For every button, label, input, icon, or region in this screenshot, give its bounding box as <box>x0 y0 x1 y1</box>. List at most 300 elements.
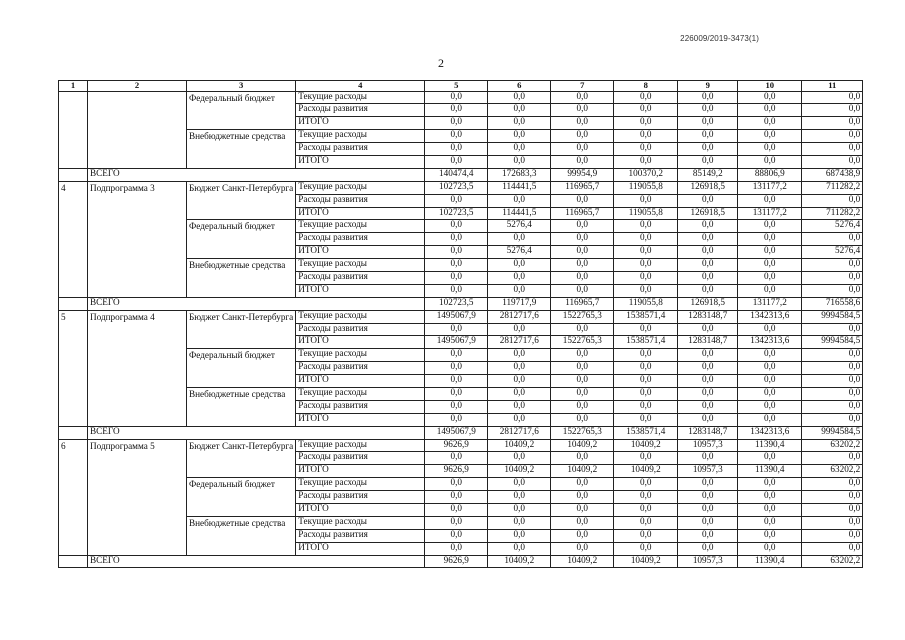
value-cell: 0,0 <box>802 284 863 297</box>
value-cell: 0,0 <box>551 259 614 272</box>
value-cell: 0,0 <box>551 284 614 297</box>
total-value: 116965,7 <box>551 297 614 310</box>
value-cell: 0,0 <box>551 362 614 375</box>
value-cell: 0,0 <box>738 155 802 168</box>
value-cell: 10409,2 <box>551 465 614 478</box>
total-row <box>59 555 863 568</box>
value-cell: 0,0 <box>614 143 678 156</box>
value-cell: 0,0 <box>802 91 863 104</box>
value-cell: 114441,5 <box>488 181 551 194</box>
total-row <box>59 168 863 181</box>
value-cell: 0,0 <box>614 155 678 168</box>
value-cell: 0,0 <box>551 233 614 246</box>
expense-type: Текущие расходы <box>296 478 425 491</box>
expense-type: Текущие расходы <box>296 130 425 143</box>
value-cell: 119055,8 <box>614 207 678 220</box>
budget-table <box>58 80 863 568</box>
value-cell: 0,0 <box>802 478 863 491</box>
value-cell: 10409,2 <box>551 439 614 452</box>
subprogram-name: Подпрограмма 3 <box>88 181 187 297</box>
value-cell: 0,0 <box>802 233 863 246</box>
value-cell: 116965,7 <box>551 181 614 194</box>
value-cell: 0,0 <box>425 491 488 504</box>
value-cell: 0,0 <box>551 400 614 413</box>
value-cell: 0,0 <box>551 220 614 233</box>
value-cell: 0,0 <box>614 542 678 555</box>
value-cell: 0,0 <box>678 413 738 426</box>
value-cell: 0,0 <box>425 246 488 259</box>
value-cell: 0,0 <box>802 542 863 555</box>
value-cell: 0,0 <box>678 504 738 517</box>
expense-type: Текущие расходы <box>296 220 425 233</box>
value-cell: 0,0 <box>738 516 802 529</box>
value-cell: 1522765,3 <box>551 336 614 349</box>
total-label: ВСЕГО <box>88 297 425 310</box>
value-cell: 1342313,6 <box>738 336 802 349</box>
expense-type: ИТОГО <box>296 246 425 259</box>
expense-type: Расходы развития <box>296 323 425 336</box>
value-cell: 0,0 <box>425 271 488 284</box>
value-cell: 0,0 <box>802 117 863 130</box>
value-cell: 0,0 <box>678 529 738 542</box>
value-cell: 5276,4 <box>802 220 863 233</box>
value-cell: 0,0 <box>488 529 551 542</box>
value-cell: 2812717,6 <box>488 336 551 349</box>
document-id: 226009/2019-3473(1) <box>680 34 759 43</box>
expense-type: Текущие расходы <box>296 181 425 194</box>
value-cell: 0,0 <box>738 271 802 284</box>
value-cell: 0,0 <box>802 130 863 143</box>
value-cell: 0,0 <box>488 349 551 362</box>
value-cell: 9626,9 <box>425 465 488 478</box>
value-cell: 0,0 <box>678 246 738 259</box>
value-cell: 0,0 <box>425 194 488 207</box>
value-cell: 0,0 <box>425 452 488 465</box>
value-cell: 126918,5 <box>678 181 738 194</box>
value-cell: 0,0 <box>551 413 614 426</box>
expense-type: ИТОГО <box>296 155 425 168</box>
total-label: ВСЕГО <box>88 555 425 568</box>
total-value: 172683,3 <box>488 168 551 181</box>
value-cell: 0,0 <box>551 375 614 388</box>
value-cell: 0,0 <box>678 220 738 233</box>
value-cell: 0,0 <box>678 516 738 529</box>
expense-type: ИТОГО <box>296 413 425 426</box>
total-row <box>59 297 863 310</box>
value-cell: 0,0 <box>802 504 863 517</box>
value-cell: 0,0 <box>551 452 614 465</box>
value-cell: 0,0 <box>738 117 802 130</box>
value-cell: 63202,2 <box>802 465 863 478</box>
value-cell: 0,0 <box>614 233 678 246</box>
value-cell: 0,0 <box>738 104 802 117</box>
value-cell: 131177,2 <box>738 181 802 194</box>
expense-type: Расходы развития <box>296 143 425 156</box>
value-cell: 1538571,4 <box>614 336 678 349</box>
value-cell: 0,0 <box>614 284 678 297</box>
value-cell: 0,0 <box>738 400 802 413</box>
value-cell: 5276,4 <box>488 246 551 259</box>
value-cell: 0,0 <box>678 104 738 117</box>
row-number: 4 <box>59 181 88 297</box>
value-cell: 0,0 <box>738 130 802 143</box>
expense-type: Расходы развития <box>296 104 425 117</box>
value-cell: 711282,2 <box>802 207 863 220</box>
value-cell: 0,0 <box>425 259 488 272</box>
value-cell: 0,0 <box>738 491 802 504</box>
value-cell: 0,0 <box>614 413 678 426</box>
funding-source: Федеральный бюджет <box>187 349 296 388</box>
value-cell: 0,0 <box>551 246 614 259</box>
expense-type: ИТОГО <box>296 117 425 130</box>
value-cell: 0,0 <box>425 387 488 400</box>
value-cell: 0,0 <box>678 542 738 555</box>
value-cell: 0,0 <box>425 143 488 156</box>
value-cell: 63202,2 <box>802 439 863 452</box>
value-cell: 0,0 <box>614 104 678 117</box>
total-row <box>59 426 863 439</box>
value-cell: 0,0 <box>551 491 614 504</box>
table-row <box>59 91 863 104</box>
value-cell: 0,0 <box>802 491 863 504</box>
column-header: 9 <box>678 81 738 92</box>
total-value: 1538571,4 <box>614 426 678 439</box>
value-cell: 0,0 <box>678 284 738 297</box>
value-cell: 1538571,4 <box>614 310 678 323</box>
value-cell: 0,0 <box>425 516 488 529</box>
value-cell: 0,0 <box>551 323 614 336</box>
value-cell: 0,0 <box>678 155 738 168</box>
total-value: 1522765,3 <box>551 426 614 439</box>
expense-type: Расходы развития <box>296 400 425 413</box>
value-cell: 9626,9 <box>425 439 488 452</box>
value-cell: 5276,4 <box>802 246 863 259</box>
empty-cell <box>59 168 88 181</box>
value-cell: 0,0 <box>425 233 488 246</box>
value-cell: 116965,7 <box>551 207 614 220</box>
value-cell: 0,0 <box>488 516 551 529</box>
value-cell: 9994584,5 <box>802 310 863 323</box>
funding-source: Федеральный бюджет <box>187 220 296 259</box>
funding-source: Бюджет Санкт-Петербурга <box>187 181 296 220</box>
value-cell: 0,0 <box>614 529 678 542</box>
expense-type: Текущие расходы <box>296 91 425 104</box>
column-header: 10 <box>738 81 802 92</box>
value-cell: 0,0 <box>425 413 488 426</box>
total-value: 102723,5 <box>425 297 488 310</box>
value-cell: 0,0 <box>551 542 614 555</box>
value-cell: 0,0 <box>425 323 488 336</box>
value-cell: 0,0 <box>802 516 863 529</box>
value-cell: 0,0 <box>802 155 863 168</box>
value-cell: 0,0 <box>678 143 738 156</box>
expense-type: ИТОГО <box>296 336 425 349</box>
column-header: 3 <box>187 81 296 92</box>
total-value: 716558,6 <box>802 297 863 310</box>
value-cell: 0,0 <box>425 400 488 413</box>
value-cell: 0,0 <box>488 491 551 504</box>
value-cell: 0,0 <box>488 130 551 143</box>
value-cell: 0,0 <box>488 117 551 130</box>
expense-type: ИТОГО <box>296 465 425 478</box>
value-cell: 2812717,6 <box>488 310 551 323</box>
value-cell: 0,0 <box>738 323 802 336</box>
total-value: 687438,9 <box>802 168 863 181</box>
expense-type: Расходы развития <box>296 271 425 284</box>
value-cell: 0,0 <box>802 349 863 362</box>
value-cell: 0,0 <box>614 452 678 465</box>
value-cell: 0,0 <box>802 323 863 336</box>
value-cell: 0,0 <box>802 375 863 388</box>
empty-cell <box>59 555 88 568</box>
value-cell: 0,0 <box>425 91 488 104</box>
value-cell: 1342313,6 <box>738 310 802 323</box>
expense-type: Текущие расходы <box>296 387 425 400</box>
value-cell: 131177,2 <box>738 207 802 220</box>
funding-source: Федеральный бюджет <box>187 478 296 517</box>
value-cell: 0,0 <box>738 413 802 426</box>
column-header: 1 <box>59 81 88 92</box>
expense-type: ИТОГО <box>296 284 425 297</box>
value-cell: 0,0 <box>614 362 678 375</box>
total-value: 100370,2 <box>614 168 678 181</box>
expense-type: Текущие расходы <box>296 439 425 452</box>
value-cell: 0,0 <box>488 478 551 491</box>
total-value: 10409,2 <box>551 555 614 568</box>
value-cell: 0,0 <box>425 542 488 555</box>
value-cell: 0,0 <box>678 491 738 504</box>
value-cell: 0,0 <box>738 259 802 272</box>
value-cell: 0,0 <box>551 529 614 542</box>
value-cell: 0,0 <box>614 478 678 491</box>
value-cell: 0,0 <box>802 271 863 284</box>
value-cell: 0,0 <box>488 375 551 388</box>
value-cell: 1283148,7 <box>678 336 738 349</box>
value-cell: 0,0 <box>614 400 678 413</box>
value-cell: 119055,8 <box>614 181 678 194</box>
value-cell: 0,0 <box>614 271 678 284</box>
value-cell: 0,0 <box>551 271 614 284</box>
value-cell: 0,0 <box>425 220 488 233</box>
value-cell: 0,0 <box>425 130 488 143</box>
value-cell: 0,0 <box>488 143 551 156</box>
expense-type: ИТОГО <box>296 542 425 555</box>
total-value: 1495067,9 <box>425 426 488 439</box>
value-cell: 0,0 <box>551 194 614 207</box>
value-cell: 10957,3 <box>678 439 738 452</box>
value-cell: 0,0 <box>614 349 678 362</box>
value-cell: 0,0 <box>678 478 738 491</box>
column-header: 7 <box>551 81 614 92</box>
funding-source: Бюджет Санкт-Петербурга <box>187 439 296 478</box>
value-cell: 0,0 <box>738 194 802 207</box>
value-cell: 5276,4 <box>488 220 551 233</box>
expense-type: Текущие расходы <box>296 349 425 362</box>
value-cell: 0,0 <box>678 323 738 336</box>
table-row <box>59 310 863 323</box>
value-cell: 0,0 <box>614 491 678 504</box>
value-cell: 10409,2 <box>614 465 678 478</box>
value-cell: 0,0 <box>678 362 738 375</box>
value-cell: 1522765,3 <box>551 310 614 323</box>
total-value: 140474,4 <box>425 168 488 181</box>
value-cell: 0,0 <box>802 104 863 117</box>
funding-source: Бюджет Санкт-Петербурга <box>187 310 296 349</box>
expense-type: Текущие расходы <box>296 516 425 529</box>
funding-source: Внебюджетные средства <box>187 516 296 555</box>
subprogram-name: Подпрограмма 4 <box>88 310 187 426</box>
value-cell: 102723,5 <box>425 181 488 194</box>
value-cell: 0,0 <box>488 259 551 272</box>
value-cell: 0,0 <box>678 194 738 207</box>
value-cell: 0,0 <box>738 233 802 246</box>
value-cell: 0,0 <box>488 387 551 400</box>
value-cell: 0,0 <box>425 117 488 130</box>
column-header: 8 <box>614 81 678 92</box>
total-label: ВСЕГО <box>88 168 425 181</box>
value-cell: 0,0 <box>614 117 678 130</box>
value-cell: 0,0 <box>614 504 678 517</box>
row-number: 6 <box>59 439 88 555</box>
value-cell: 11390,4 <box>738 439 802 452</box>
value-cell: 0,0 <box>488 452 551 465</box>
value-cell: 0,0 <box>678 452 738 465</box>
total-value: 99954,9 <box>551 168 614 181</box>
value-cell: 0,0 <box>738 478 802 491</box>
value-cell: 0,0 <box>551 130 614 143</box>
value-cell: 0,0 <box>614 387 678 400</box>
total-value: 11390,4 <box>738 555 802 568</box>
table-row <box>59 181 863 194</box>
expense-type: ИТОГО <box>296 504 425 517</box>
value-cell: 0,0 <box>488 233 551 246</box>
value-cell: 0,0 <box>678 349 738 362</box>
total-value: 119717,9 <box>488 297 551 310</box>
column-header: 2 <box>88 81 187 92</box>
funding-source: Внебюджетные средства <box>187 130 296 169</box>
value-cell: 0,0 <box>488 323 551 336</box>
value-cell: 0,0 <box>614 194 678 207</box>
value-cell: 11390,4 <box>738 465 802 478</box>
value-cell: 0,0 <box>678 400 738 413</box>
total-value: 131177,2 <box>738 297 802 310</box>
value-cell: 0,0 <box>678 233 738 246</box>
total-value: 88806,9 <box>738 168 802 181</box>
column-header: 5 <box>425 81 488 92</box>
value-cell: 0,0 <box>738 284 802 297</box>
value-cell: 0,0 <box>614 91 678 104</box>
value-cell: 0,0 <box>614 323 678 336</box>
value-cell: 0,0 <box>738 91 802 104</box>
total-value: 10409,2 <box>488 555 551 568</box>
value-cell: 0,0 <box>738 349 802 362</box>
value-cell: 0,0 <box>678 259 738 272</box>
value-cell: 0,0 <box>738 220 802 233</box>
value-cell: 102723,5 <box>425 207 488 220</box>
total-value: 119055,8 <box>614 297 678 310</box>
column-header: 11 <box>802 81 863 92</box>
total-value: 9626,9 <box>425 555 488 568</box>
value-cell: 0,0 <box>488 400 551 413</box>
row-number: 5 <box>59 310 88 426</box>
value-cell: 0,0 <box>678 91 738 104</box>
funding-source: Федеральный бюджет <box>187 91 296 130</box>
table-row <box>59 439 863 452</box>
total-value: 2812717,6 <box>488 426 551 439</box>
value-cell: 0,0 <box>802 400 863 413</box>
value-cell: 0,0 <box>802 259 863 272</box>
total-value: 63202,2 <box>802 555 863 568</box>
value-cell: 0,0 <box>551 155 614 168</box>
value-cell: 0,0 <box>678 117 738 130</box>
value-cell: 0,0 <box>614 130 678 143</box>
value-cell: 0,0 <box>738 387 802 400</box>
value-cell: 0,0 <box>551 349 614 362</box>
row-number <box>59 91 88 168</box>
total-value: 126918,5 <box>678 297 738 310</box>
value-cell: 0,0 <box>614 259 678 272</box>
total-value: 9994584,5 <box>802 426 863 439</box>
value-cell: 0,0 <box>425 104 488 117</box>
value-cell: 0,0 <box>614 516 678 529</box>
value-cell: 0,0 <box>425 478 488 491</box>
value-cell: 0,0 <box>551 143 614 156</box>
value-cell: 0,0 <box>802 452 863 465</box>
header-row <box>59 81 863 92</box>
value-cell: 0,0 <box>425 375 488 388</box>
value-cell: 114441,5 <box>488 207 551 220</box>
value-cell: 126918,5 <box>678 207 738 220</box>
value-cell: 10409,2 <box>488 465 551 478</box>
empty-cell <box>59 426 88 439</box>
value-cell: 0,0 <box>738 529 802 542</box>
value-cell: 0,0 <box>551 117 614 130</box>
total-value: 1283148,7 <box>678 426 738 439</box>
value-cell: 1283148,7 <box>678 310 738 323</box>
value-cell: 0,0 <box>488 362 551 375</box>
value-cell: 0,0 <box>738 542 802 555</box>
value-cell: 711282,2 <box>802 181 863 194</box>
expense-type: Расходы развития <box>296 233 425 246</box>
value-cell: 0,0 <box>488 504 551 517</box>
value-cell: 0,0 <box>488 155 551 168</box>
value-cell: 0,0 <box>551 104 614 117</box>
value-cell: 0,0 <box>488 194 551 207</box>
total-label: ВСЕГО <box>88 426 425 439</box>
expense-type: Текущие расходы <box>296 259 425 272</box>
expense-type: ИТОГО <box>296 375 425 388</box>
value-cell: 0,0 <box>678 271 738 284</box>
total-value: 85149,2 <box>678 168 738 181</box>
value-cell: 0,0 <box>678 375 738 388</box>
value-cell: 0,0 <box>738 504 802 517</box>
total-value: 1342313,6 <box>738 426 802 439</box>
column-header: 6 <box>488 81 551 92</box>
value-cell: 0,0 <box>614 375 678 388</box>
subprogram-name <box>88 91 187 168</box>
funding-source: Внебюджетные средства <box>187 259 296 298</box>
value-cell: 0,0 <box>551 504 614 517</box>
value-cell: 0,0 <box>551 516 614 529</box>
value-cell: 0,0 <box>738 452 802 465</box>
empty-cell <box>59 297 88 310</box>
value-cell: 10409,2 <box>614 439 678 452</box>
expense-type: Расходы развития <box>296 529 425 542</box>
expense-type: Расходы развития <box>296 362 425 375</box>
value-cell: 0,0 <box>614 246 678 259</box>
value-cell: 9994584,5 <box>802 336 863 349</box>
value-cell: 0,0 <box>551 478 614 491</box>
